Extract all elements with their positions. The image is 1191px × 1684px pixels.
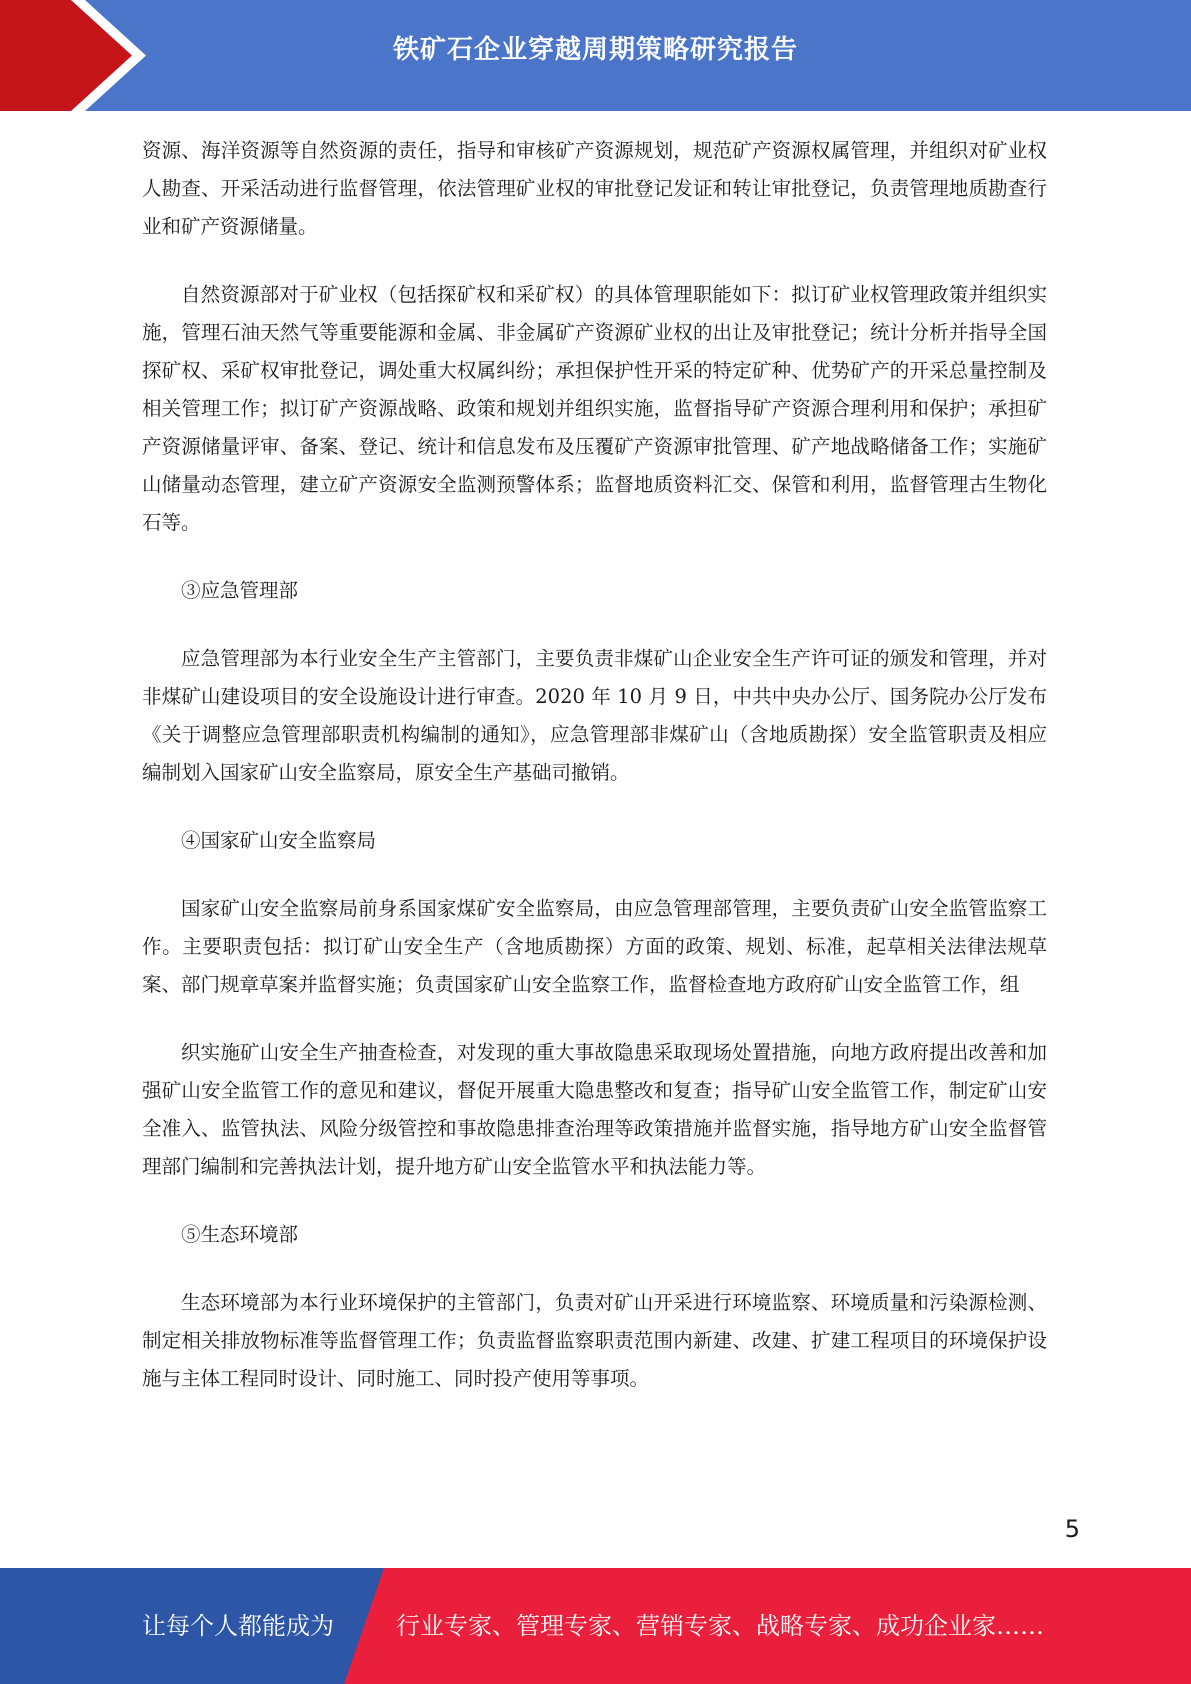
page-footer — [0, 1568, 1191, 1684]
paragraph-mining-rights-functions: 自然资源部对于矿业权（包括探矿权和采矿权）的具体管理职能如下：拟订矿业权管理政策并组织实施，管理石油天然气等重要能源和金属、非金属矿产资源矿业权的出让及审批登记；统计分析并指导全国探矿权、采矿权审批登记，调处重大权属纠纷；承担保护性开采的特定矿种、优势矿产的开采总量控制及相关管理工作；拟订矿产资源战略、政策和规划并组织实施，监督指导矿产资源合理利用和保护；承担矿产资源储量评审、备案、登记、统计和信息发布及压覆矿产资源审批管理、矿产地战略储备工作；实施矿山储量动态管理，建立矿产资源安全监测预警体系；监督地质资料汇交、保管和利用，监督管理古生物化石等。 — [142, 283, 1047, 534]
report-body — [142, 132, 1047, 1398]
paragraph-ecology-environment: 生态环境部为本行业环境保护的主管部门，负责对矿山开采进行环境监察、环境质量和污染源检测、制定相关排放物标准等监督管理工作；负责监督监察职责范围内新建、改建、扩建工程项目的环境保护设施与主体工程同时设计、同时施工、同时投产使用等事项。 — [142, 1291, 1047, 1390]
paragraph-mine-safety-bureau: 国家矿山安全监察局前身系国家煤矿安全监察局，由应急管理部管理，主要负责矿山安全监管监察工作。主要职责包括：拟订矿山安全生产（含地质勘探）方面的政策、规划、标准，起草相关法律法规草案、部门规章草案并监督实施；负责国家矿山安全监察工作，监督检查地方政府矿山安全监管工作，组 — [142, 897, 1047, 996]
section-heading-ecology-environment: ⑤生态环境部 — [181, 1223, 299, 1246]
section-heading-emergency-management: ③应急管理部 — [181, 579, 299, 602]
paragraph-natural-resources-duties: 资源、海洋资源等自然资源的责任，指导和审核矿产资源规划，规范矿产资源权属管理，并组织对矿业权人勘查、开采活动进行监督管理，依法管理矿业权的审批登记发证和转让审批登记，负责管理地质勘查行业和矿产资源储量。 — [142, 139, 1047, 238]
footer-slogan-left: 让每个人都能成为 — [142, 1612, 334, 1640]
footer-slogan-right: 行业专家、管理专家、营销专家、战略专家、成功企业家…… — [396, 1612, 1044, 1640]
page-header — [0, 0, 1191, 111]
paragraph-emergency-management: 应急管理部为本行业安全生产主管部门，主要负责非煤矿山企业安全生产许可证的颁发和管理，并对非煤矿山建设项目的安全设施设计进行审查。2020 年 10 月 9 日，中共中央办公厅、国务院办公厅发布《关于调整应急管理部职责机构编制的通知》，应急管理部非煤矿山（含地质勘探）安全监管职责及相应编制划入国家矿山安全监察局，原安全生产基础司撤销。 — [142, 647, 1047, 784]
paragraph-mine-safety-bureau-continued: 织实施矿山安全生产抽查检查，对发现的重大事故隐患采取现场处置措施，向地方政府提出改善和加强矿山安全监管工作的意见和建议，督促开展重大隐患整改和复查；指导矿山安全监管工作，制定矿山安全准入、监管执法、风险分级管控和事故隐患排查治理等政策措施并监督实施，指导地方矿山安全监督管理部门编制和完善执法计划，提升地方矿山安全监管水平和执法能力等。 — [142, 1041, 1047, 1178]
report-title: 铁矿石企业穿越周期策略研究报告 — [392, 35, 798, 65]
section-heading-mine-safety-bureau: ④国家矿山安全监察局 — [181, 829, 377, 852]
page-number: 5 — [1064, 1515, 1080, 1543]
